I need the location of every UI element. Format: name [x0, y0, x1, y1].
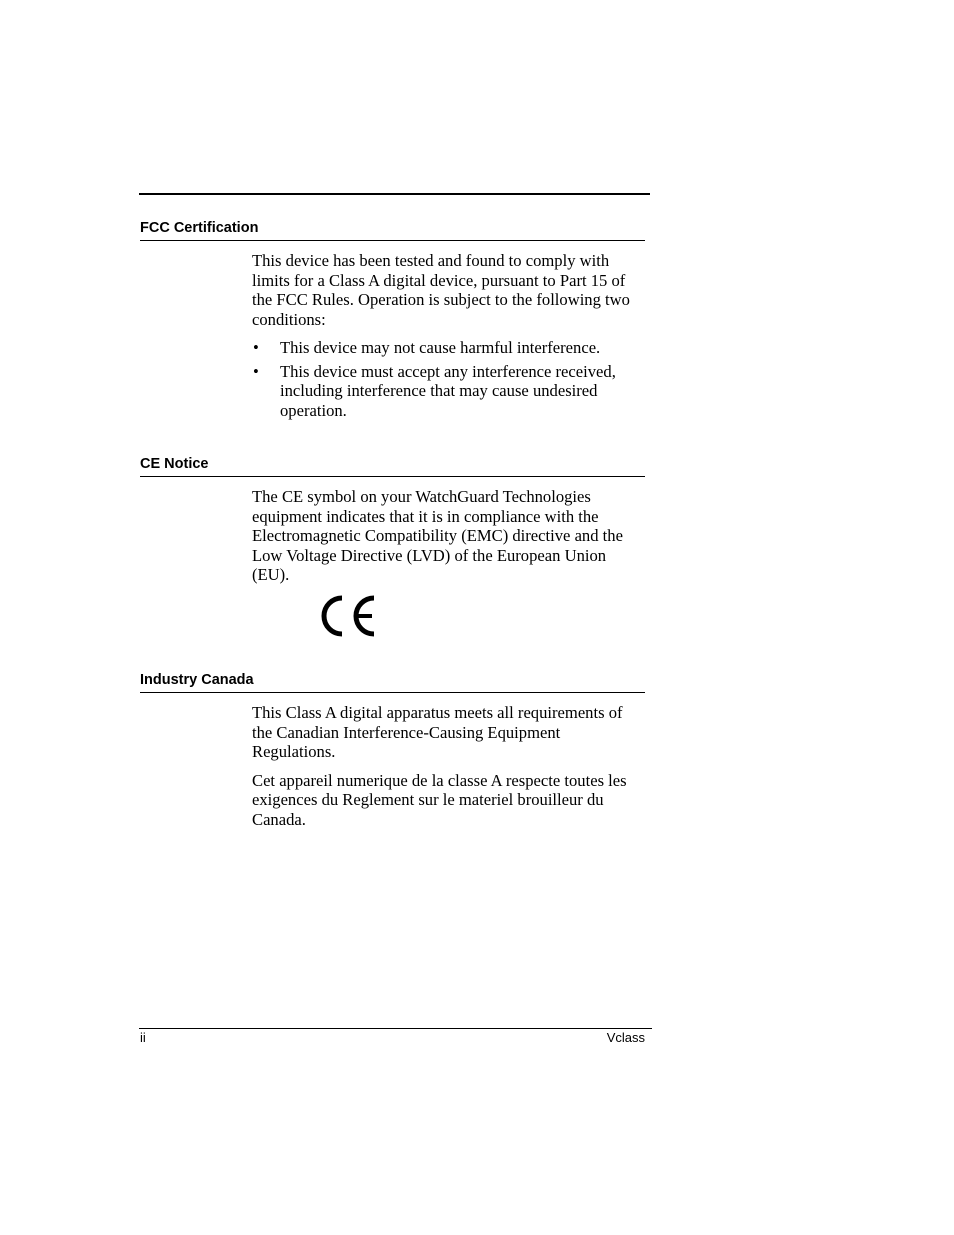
canada-english-text: This Class A digital apparatus meets all requirements of the Canadian Interference-Causing Equipment Regulations. [252, 703, 623, 761]
ce-mark-svg [320, 594, 380, 638]
list-item [252, 362, 644, 421]
fcc-heading: FCC Certification [140, 219, 645, 241]
canada-french-text: Cet appareil numerique de la classe A respecte toutes les exigences du Reglement sur le materiel brouilleur du Canada. [252, 770, 627, 829]
ce-heading: CE Notice [140, 455, 645, 477]
condition-text: This device may not cause harmful interference. [280, 338, 601, 357]
fcc-intro: This device has been tested and found to comply with limits for a Class A digital device, pursuant to Part 15 of the FCC Rules. Operation is subject to the following two conditions: [252, 251, 630, 329]
ce-section [140, 455, 645, 638]
footer-rule [139, 1028, 652, 1029]
ce-mark-icon [320, 594, 380, 638]
page-number: ii [140, 1030, 146, 1045]
top-rule [139, 193, 650, 195]
footer-product-name: Vclass [606, 1030, 645, 1045]
condition-text: This device must accept any interference received, including interference that may cause undesired operation. [280, 361, 616, 420]
ce-body [252, 487, 644, 638]
fcc-conditions-list [252, 338, 644, 420]
ce-text: The CE symbol on your WatchGuard Technologies equipment indicates that it is in compliance with the Electromagnetic Compatibility (EMC) directive and the Low Voltage Directive (LVD) of the European Union (EU). [252, 487, 623, 584]
fcc-body [252, 251, 644, 420]
canada-section [140, 671, 645, 838]
fcc-section [140, 219, 645, 424]
bullet-icon: • [253, 338, 259, 357]
bullet-icon: • [253, 361, 259, 381]
list-item [252, 338, 644, 358]
canada-body [252, 703, 644, 829]
canada-heading: Industry Canada [140, 671, 645, 693]
